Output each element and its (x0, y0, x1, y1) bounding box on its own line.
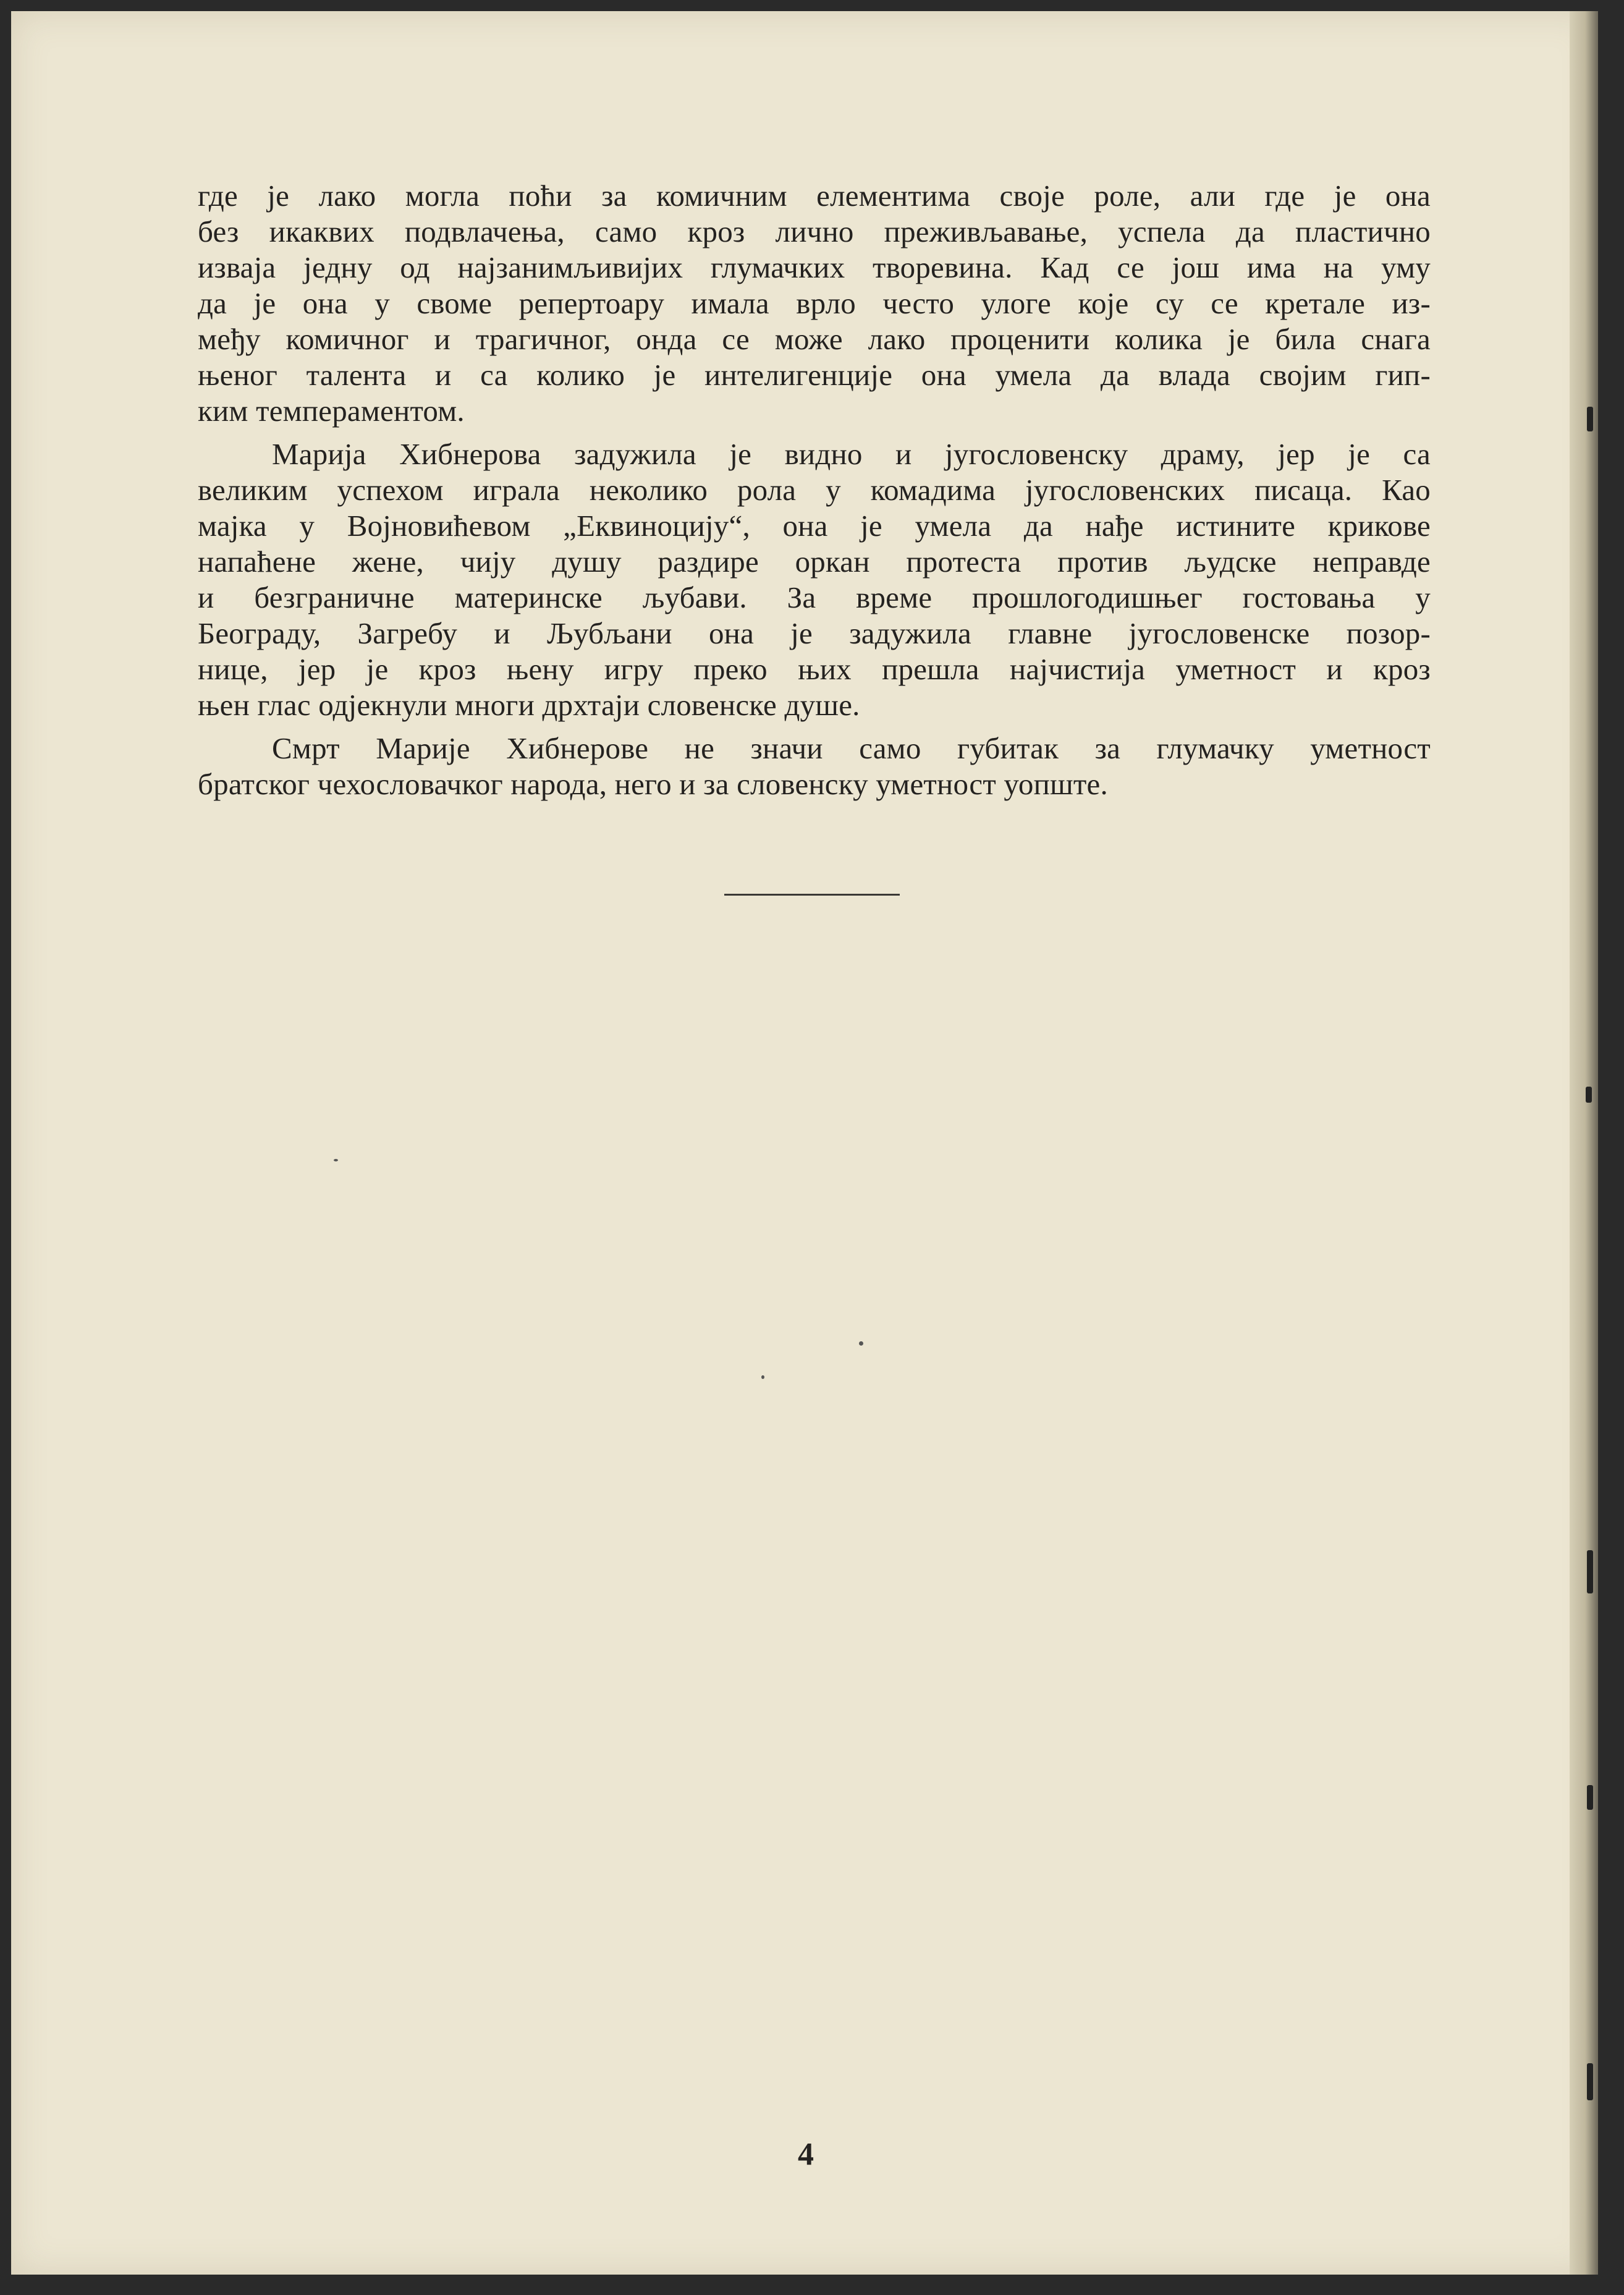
paper-speck (761, 1375, 764, 1379)
binding-mark (1587, 407, 1593, 431)
binding-mark (1587, 1785, 1593, 1810)
page-number: 4 (798, 2137, 814, 2172)
text-line: Београду, Загребу и Љубљани она је задужила главне југословенске позор- (198, 616, 1431, 650)
binding-mark (1587, 1550, 1593, 1593)
text-line: њеног талента и са колико је интелигенције она умела да влада својим гип- (198, 358, 1431, 392)
text-line: великим успехом играла неколико рола у комадима југословенских писаца. Као (198, 473, 1431, 507)
binding-mark (1587, 2063, 1593, 2100)
text-line: напаћене жене, чију душу раздире оркан протеста против људске неправде (198, 545, 1431, 579)
text-line: мајка у Војновићевом „Еквиноцију“, она је умела да нађе истините крикове (198, 509, 1431, 543)
paragraph (198, 731, 1431, 802)
binding-edge (1570, 11, 1598, 2275)
text-line: Марија Хибнерова задужила је видно и југословенску драму, јер је са (272, 437, 1431, 471)
text-line: њен глас одјекнули многи дрхтаји словенске душе. (198, 688, 860, 722)
paper-speck (334, 1159, 338, 1161)
text-line: братског чехословачког народа, него и за словенску уметност уопште. (198, 767, 1108, 801)
paragraph (198, 436, 1431, 723)
text-line: изваја једну од најзанимљивијих глумачких творевина. Кад се још има на уму (198, 250, 1431, 284)
paper-speck (859, 1341, 863, 1346)
section-divider (724, 894, 900, 896)
binding-mark (1586, 1087, 1592, 1103)
article-body (198, 178, 1431, 810)
text-line: међу комичног и трагичног, онда се може лако проценити колика је била снага (198, 322, 1431, 356)
text-line: где је лако могла поћи за комичним елементима своје роле, али где је она (198, 179, 1431, 213)
text-line: без икаквих подвлачења, само кроз лично преживљавање, успела да пластично (198, 214, 1431, 248)
paragraph (198, 178, 1431, 429)
text-line: нице, јер је кроз њену игру преко њих прешла најчистија уметност и кроз (198, 652, 1431, 686)
text-line: и безграничне материнске љубави. За време прошлогодишњег гостовања у (198, 580, 1431, 614)
text-line: да је она у своме репертоару имала врло често улоге које су се кретале из- (198, 286, 1431, 320)
text-line: Смрт Марије Хибнерове не значи само губитак за глумачку уметност (272, 731, 1431, 765)
text-line: ким темпераментом. (198, 394, 465, 428)
